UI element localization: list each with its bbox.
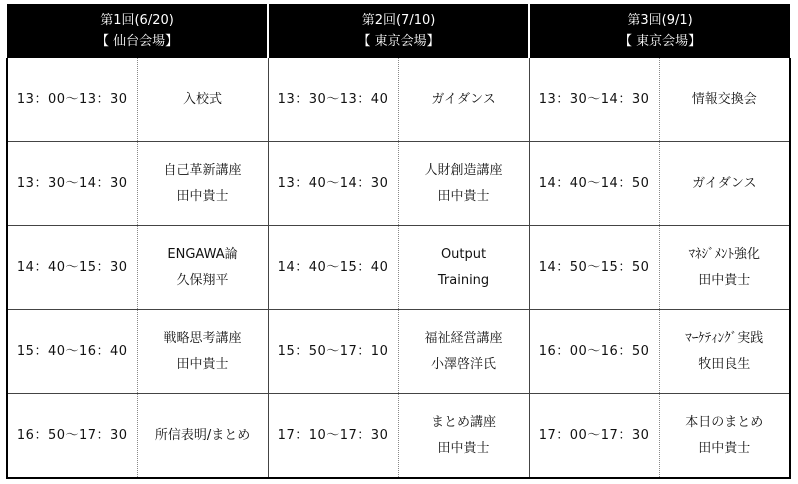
program-cell — [137, 226, 268, 310]
program-cell — [659, 310, 790, 394]
program-cell — [659, 226, 790, 310]
time-cell: 13：30〜14：30 — [529, 58, 659, 142]
time-cell: 13：30〜14：30 — [7, 142, 137, 226]
program-line: 入校式 — [183, 91, 223, 107]
time-cell: 14：50〜15：50 — [529, 226, 659, 310]
time-cell: 17：10〜17：30 — [268, 394, 398, 479]
schedule-table — [6, 4, 791, 479]
program-line: まとめ講座 — [431, 414, 497, 430]
program-line: 人財創造講座 — [424, 162, 503, 178]
program-cell — [137, 142, 268, 226]
time-cell: 16：50〜17：30 — [7, 394, 137, 479]
program-line: ﾏｰｹﾃｨﾝｸﾞ実践 — [685, 330, 764, 346]
lecturer-line: 田中貴士 — [698, 272, 751, 288]
program-line: Output — [440, 246, 487, 262]
schedule-sheet — [6, 4, 790, 479]
program-cell — [137, 58, 268, 142]
table-row — [7, 394, 790, 479]
time-cell: 15：40〜16：40 — [7, 310, 137, 394]
program-line: 所信表明/まとめ — [154, 427, 251, 443]
lecturer-line: 田中貴士 — [437, 440, 490, 456]
time-cell: 13：30〜13：40 — [268, 58, 398, 142]
time-cell: 16：00〜16：50 — [529, 310, 659, 394]
program-cell — [659, 394, 790, 479]
time-cell: 17：00〜17：30 — [529, 394, 659, 479]
session-venue: 【 東京会場】 — [357, 34, 440, 49]
program-line: 自己革新講座 — [163, 162, 242, 178]
table-row — [7, 226, 790, 310]
session-title: 第1回(6/20) — [100, 13, 174, 28]
program-line: 情報交換会 — [691, 91, 757, 107]
session-venue: 【 東京会場】 — [618, 34, 702, 49]
program-line: ガイダンス — [431, 91, 496, 107]
time-cell: 14：40〜15：30 — [7, 226, 137, 310]
lecturer-line: 牧田良生 — [698, 356, 751, 372]
time-cell: 13：40〜14：30 — [268, 142, 398, 226]
program-line: ガイダンス — [692, 175, 757, 191]
table-row — [7, 142, 790, 226]
time-cell: 14：40〜15：40 — [268, 226, 398, 310]
program-cell — [398, 142, 529, 226]
time-cell: 13：00〜13：30 — [7, 58, 137, 142]
program-line: Training — [437, 272, 490, 288]
program-line: ENGAWA論 — [167, 246, 238, 262]
lecturer-line: 田中貴士 — [437, 188, 490, 204]
program-cell — [398, 310, 529, 394]
program-cell — [659, 142, 790, 226]
program-line: 福祉経営講座 — [424, 330, 503, 346]
session-venue: 【 仙台会場】 — [95, 34, 179, 49]
program-cell — [659, 58, 790, 142]
program-line: 戦略思考講座 — [163, 330, 242, 346]
session-header-3 — [529, 4, 790, 58]
lecturer-line: 田中貴士 — [176, 188, 229, 204]
header-row — [7, 4, 790, 58]
lecturer-line: 小澤啓洋氏 — [431, 356, 497, 372]
lecturer-line: 久保翔平 — [176, 272, 229, 288]
time-cell: 14：40〜14：50 — [529, 142, 659, 226]
program-cell — [398, 226, 529, 310]
time-cell: 15：50〜17：10 — [268, 310, 398, 394]
session-header-1 — [7, 4, 268, 58]
session-header-2 — [268, 4, 529, 58]
program-line: ﾏﾈｼﾞﾒﾝﾄ強化 — [688, 246, 761, 262]
program-cell — [137, 310, 268, 394]
program-cell — [398, 394, 529, 479]
program-cell — [137, 394, 268, 479]
session-title: 第3回(9/1) — [627, 13, 693, 28]
session-title: 第2回(7/10) — [361, 13, 436, 28]
program-cell — [398, 58, 529, 142]
program-line: 本日のまとめ — [685, 414, 764, 430]
lecturer-line: 田中貴士 — [176, 356, 229, 372]
table-row — [7, 58, 790, 142]
lecturer-line: 田中貴士 — [698, 440, 751, 456]
table-row — [7, 310, 790, 394]
